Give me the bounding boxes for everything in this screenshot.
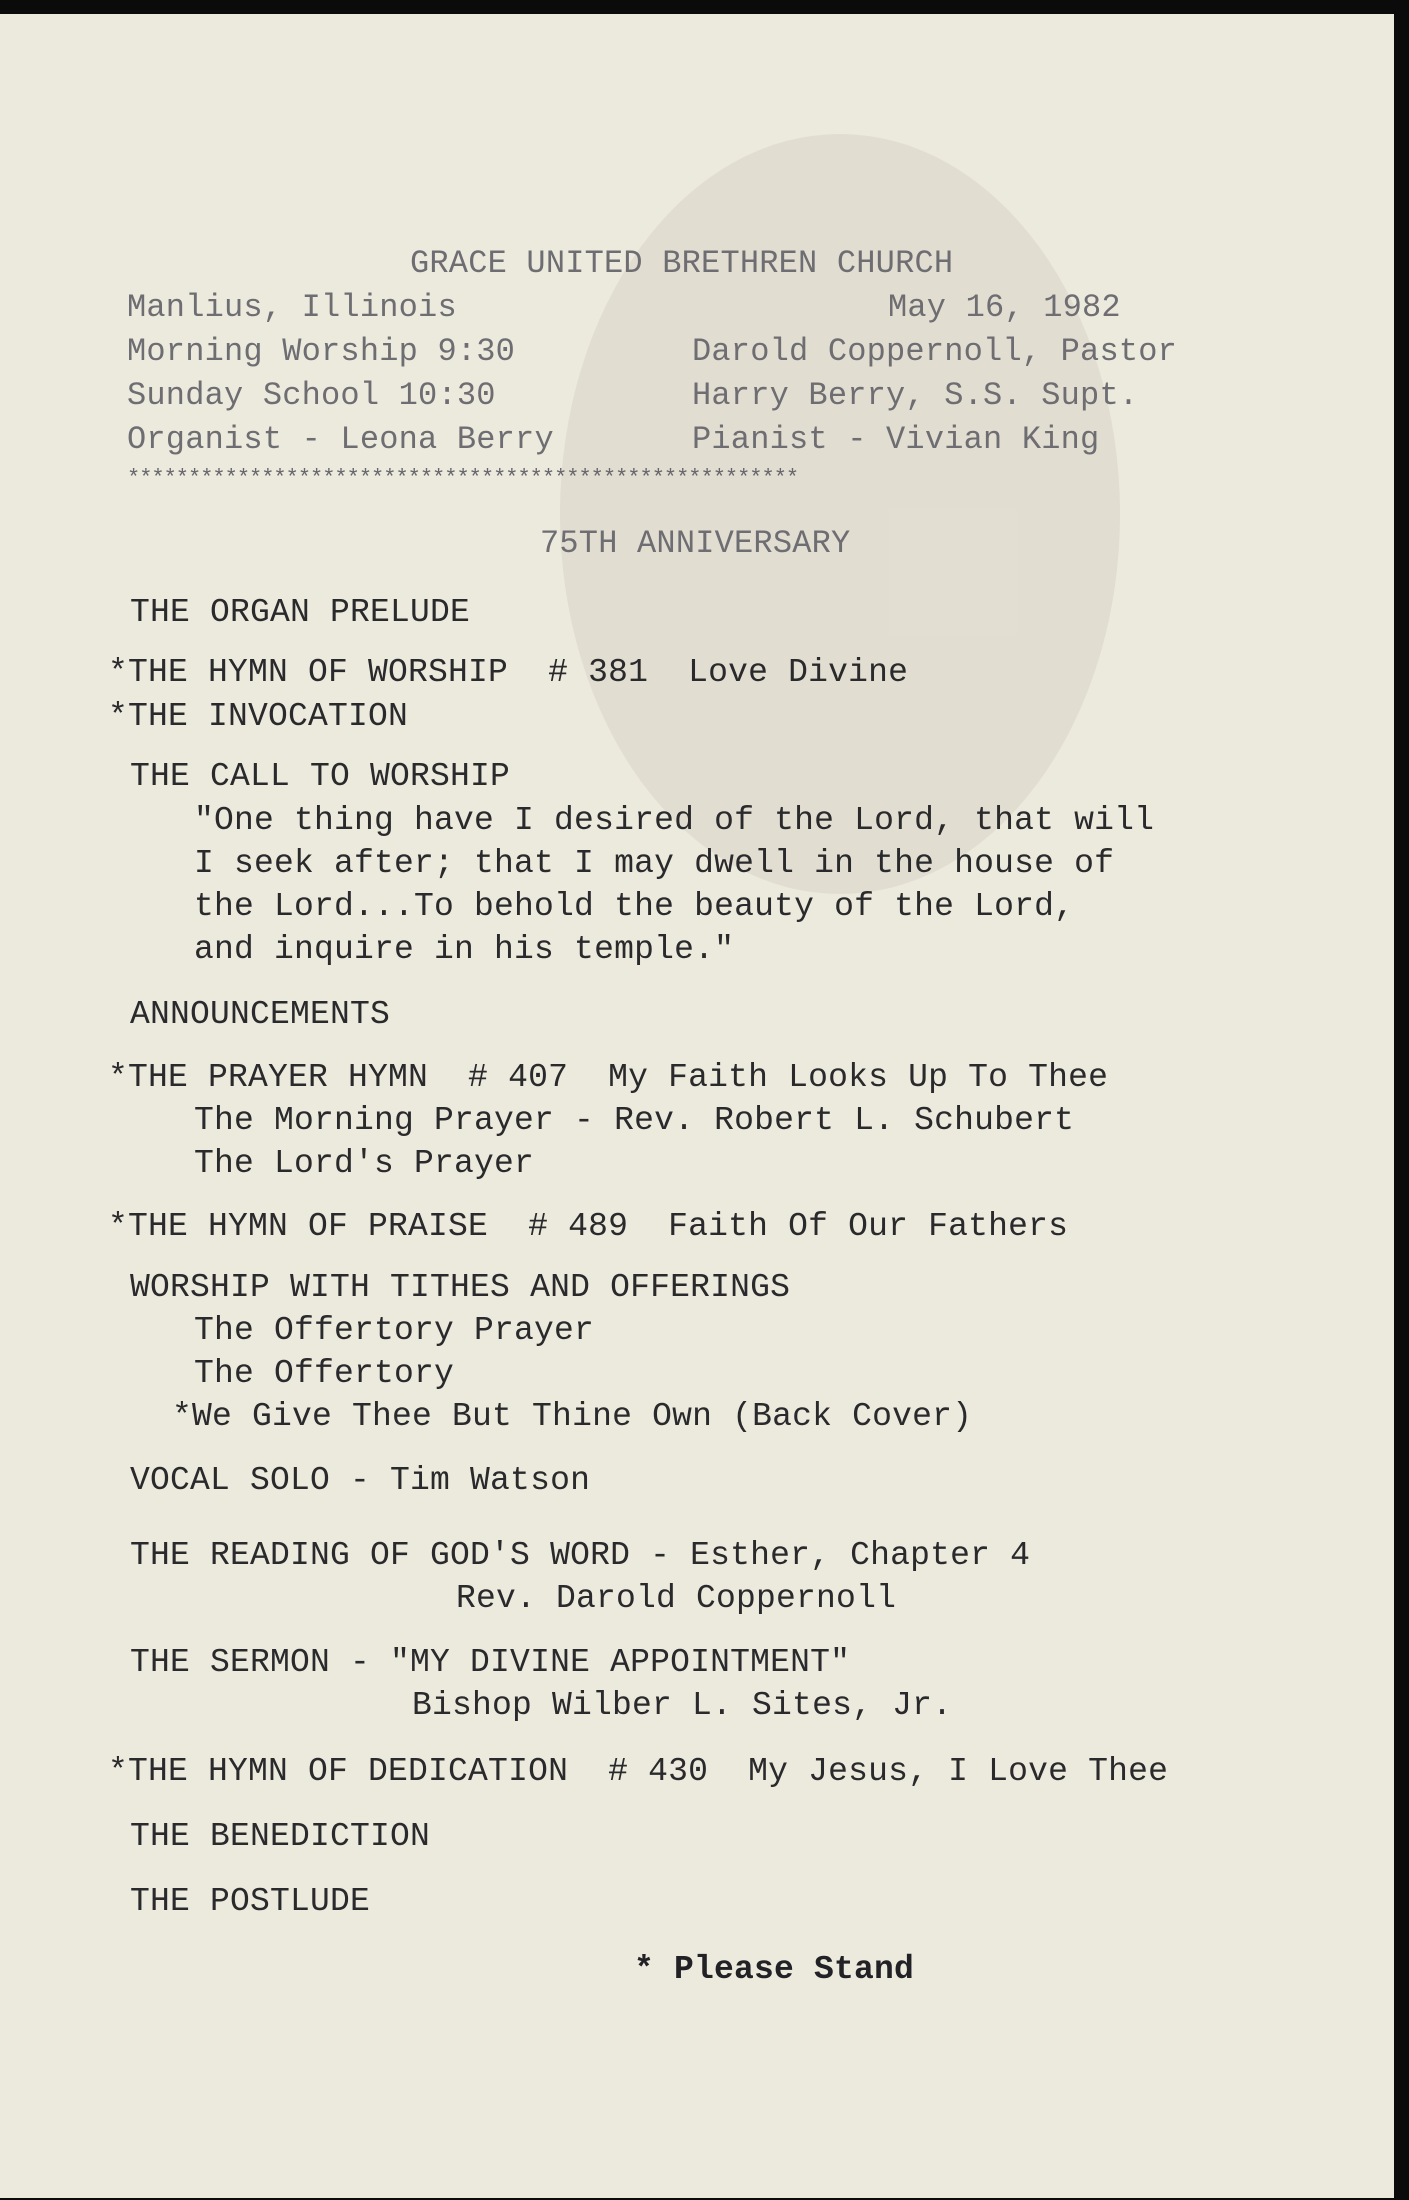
offertory: The Offertory [194,1355,455,1392]
morning-prayer: The Morning Prayer - Rev. Robert L. Schubert [194,1102,1075,1139]
reading-reader: Rev. Darold Coppernoll [456,1580,897,1617]
benediction: THE BENEDICTION [130,1818,431,1855]
sermon-speaker: Bishop Wilber L. Sites, Jr. [412,1687,953,1724]
hymn-of-dedication: *THE HYMN OF DEDICATION # 430 My Jesus, I Love Thee [108,1753,1169,1790]
organist: Organist - Leona Berry [127,421,554,458]
anniversary-title: 75TH ANNIVERSARY [540,525,851,562]
worship-time: Morning Worship 9:30 [127,333,516,370]
call-to-worship: THE CALL TO WORSHIP [130,758,511,795]
school-time: Sunday School 10:30 [127,377,496,414]
offertory-prayer: The Offertory Prayer [194,1312,595,1349]
hymn-of-praise: *THE HYMN OF PRAISE # 489 Faith Of Our Fathers [108,1208,1069,1245]
hymn-of-worship: *THE HYMN OF WORSHIP # 381 Love Divine [108,654,909,691]
prayer-hymn: *THE PRAYER HYMN # 407 My Faith Looks Up To Thee [108,1059,1109,1096]
lords-prayer: The Lord's Prayer [194,1145,535,1182]
announcements: ANNOUNCEMENTS [130,996,391,1033]
service-date: May 16, 1982 [888,289,1121,326]
pastor-name: Darold Coppernoll, Pastor [692,333,1178,370]
invocation: *THE INVOCATION [108,698,409,735]
sermon-title: THE SERMON - "MY DIVINE APPOINTMENT" [130,1644,851,1681]
call-text-line: I seek after; that I may dwell in the house of [194,845,1115,882]
we-give-thee: *We Give Thee But Thine Own (Back Cover) [172,1398,973,1435]
call-text-line: and inquire in his temple." [194,931,735,968]
location: Manlius, Illinois [127,289,457,326]
pianist: Pianist - Vivian King [692,421,1100,458]
star-divider: ******************************************************* [127,468,799,490]
postlude: THE POSTLUDE [130,1883,371,1920]
bulletin-page [0,14,1394,2198]
scripture-reading: THE READING OF GOD'S WORD - Esther, Chapter 4 [130,1537,1031,1574]
church-name: GRACE UNITED BRETHREN CHURCH [410,245,954,282]
call-text-line: "One thing have I desired of the Lord, that will [194,802,1155,839]
tithes-offerings: WORSHIP WITH TITHES AND OFFERINGS [130,1269,791,1306]
school-superintendent: Harry Berry, S.S. Supt. [692,377,1139,414]
vocal-solo: VOCAL SOLO - Tim Watson [130,1462,591,1499]
call-text-line: the Lord...To behold the beauty of the Lord, [194,888,1075,925]
organ-prelude: THE ORGAN PRELUDE [130,594,471,631]
please-stand-note: * Please Stand [634,1951,915,1988]
